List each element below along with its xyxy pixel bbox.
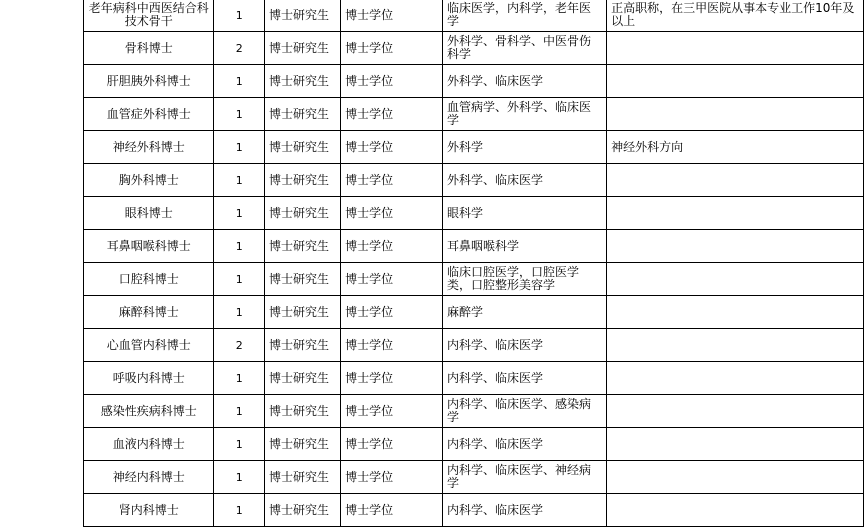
major-cell[interactable]: 内科学、临床医学、神经病学 bbox=[442, 461, 606, 494]
position-cell[interactable]: 老年病科中西医结合科技术骨干 bbox=[84, 0, 214, 32]
education-cell[interactable]: 博士研究生 bbox=[264, 296, 340, 329]
position-cell[interactable]: 耳鼻咽喉科博士 bbox=[84, 230, 214, 263]
major-cell[interactable]: 内科学、临床医学 bbox=[442, 428, 606, 461]
notes-cell[interactable] bbox=[607, 164, 864, 197]
count-cell[interactable]: 1 bbox=[214, 164, 265, 197]
notes-cell[interactable] bbox=[607, 494, 864, 527]
major-cell[interactable]: 内科学、临床医学 bbox=[442, 329, 606, 362]
table-row bbox=[84, 32, 864, 65]
position-cell[interactable]: 血液内科博士 bbox=[84, 428, 214, 461]
education-cell[interactable]: 博士研究生 bbox=[264, 230, 340, 263]
count-cell[interactable]: 1 bbox=[214, 395, 265, 428]
major-cell[interactable]: 麻醉学 bbox=[442, 296, 606, 329]
degree-cell[interactable]: 博士学位 bbox=[341, 0, 443, 32]
count-cell[interactable]: 1 bbox=[214, 197, 265, 230]
position-cell[interactable]: 口腔科博士 bbox=[84, 263, 214, 296]
position-cell[interactable]: 神经外科博士 bbox=[84, 131, 214, 164]
notes-cell[interactable]: 神经外科方向 bbox=[607, 131, 864, 164]
degree-cell[interactable]: 博士学位 bbox=[341, 494, 443, 527]
degree-cell[interactable]: 博士学位 bbox=[341, 98, 443, 131]
position-cell[interactable]: 麻醉科博士 bbox=[84, 296, 214, 329]
degree-cell[interactable]: 博士学位 bbox=[341, 263, 443, 296]
table-row bbox=[84, 98, 864, 131]
education-cell[interactable]: 博士研究生 bbox=[264, 65, 340, 98]
count-cell[interactable]: 1 bbox=[214, 362, 265, 395]
major-cell[interactable]: 内科学、临床医学 bbox=[442, 362, 606, 395]
table-row bbox=[84, 230, 864, 263]
notes-cell[interactable] bbox=[607, 263, 864, 296]
education-cell[interactable]: 博士研究生 bbox=[264, 164, 340, 197]
table-row bbox=[84, 197, 864, 230]
major-cell[interactable]: 外科学、临床医学 bbox=[442, 164, 606, 197]
notes-cell[interactable] bbox=[607, 428, 864, 461]
major-cell[interactable]: 外科学、临床医学 bbox=[442, 65, 606, 98]
degree-cell[interactable]: 博士学位 bbox=[341, 329, 443, 362]
notes-cell[interactable] bbox=[607, 329, 864, 362]
major-cell[interactable]: 外科学 bbox=[442, 131, 606, 164]
notes-cell[interactable] bbox=[607, 461, 864, 494]
notes-cell[interactable]: 正高职称，在三甲医院从事本专业工作10年及以上 bbox=[607, 0, 864, 32]
notes-cell[interactable] bbox=[607, 32, 864, 65]
degree-cell[interactable]: 博士学位 bbox=[341, 32, 443, 65]
table-row bbox=[84, 131, 864, 164]
education-cell[interactable]: 博士研究生 bbox=[264, 494, 340, 527]
notes-cell[interactable] bbox=[607, 230, 864, 263]
degree-cell[interactable]: 博士学位 bbox=[341, 461, 443, 494]
major-cell[interactable]: 血管病学、外科学、临床医学 bbox=[442, 98, 606, 131]
degree-cell[interactable]: 博士学位 bbox=[341, 296, 443, 329]
degree-cell[interactable]: 博士学位 bbox=[341, 362, 443, 395]
table-row bbox=[84, 494, 864, 527]
table-row bbox=[84, 428, 864, 461]
count-cell[interactable]: 1 bbox=[214, 131, 265, 164]
degree-cell[interactable]: 博士学位 bbox=[341, 164, 443, 197]
count-cell[interactable]: 1 bbox=[214, 263, 265, 296]
table-row bbox=[84, 164, 864, 197]
table-body bbox=[84, 0, 864, 527]
count-cell[interactable]: 1 bbox=[214, 494, 265, 527]
major-cell[interactable]: 耳鼻咽喉科学 bbox=[442, 230, 606, 263]
education-cell[interactable]: 博士研究生 bbox=[264, 329, 340, 362]
notes-cell[interactable] bbox=[607, 98, 864, 131]
degree-cell[interactable]: 博士学位 bbox=[341, 428, 443, 461]
position-cell[interactable]: 血管症外科博士 bbox=[84, 98, 214, 131]
count-cell[interactable]: 1 bbox=[214, 428, 265, 461]
position-cell[interactable]: 心血管内科博士 bbox=[84, 329, 214, 362]
count-cell[interactable]: 2 bbox=[214, 329, 265, 362]
notes-cell[interactable] bbox=[607, 197, 864, 230]
position-cell[interactable]: 肾内科博士 bbox=[84, 494, 214, 527]
table-row bbox=[84, 362, 864, 395]
degree-cell[interactable]: 博士学位 bbox=[341, 65, 443, 98]
count-cell[interactable]: 1 bbox=[214, 65, 265, 98]
count-cell[interactable]: 1 bbox=[214, 230, 265, 263]
position-cell[interactable]: 骨科博士 bbox=[84, 32, 214, 65]
education-cell[interactable]: 博士研究生 bbox=[264, 32, 340, 65]
education-cell[interactable]: 博士研究生 bbox=[264, 98, 340, 131]
education-cell[interactable]: 博士研究生 bbox=[264, 428, 340, 461]
notes-cell[interactable] bbox=[607, 296, 864, 329]
recruitment-table bbox=[83, 0, 864, 527]
education-cell[interactable]: 博士研究生 bbox=[264, 395, 340, 428]
table-row bbox=[84, 329, 864, 362]
count-cell[interactable]: 1 bbox=[214, 461, 265, 494]
major-cell[interactable]: 眼科学 bbox=[442, 197, 606, 230]
count-cell[interactable]: 1 bbox=[214, 98, 265, 131]
major-cell[interactable]: 外科学、骨科学、中医骨伤科学 bbox=[442, 32, 606, 65]
degree-cell[interactable]: 博士学位 bbox=[341, 131, 443, 164]
position-cell[interactable]: 肝胆胰外科博士 bbox=[84, 65, 214, 98]
major-cell[interactable]: 内科学、临床医学 bbox=[442, 494, 606, 527]
count-cell[interactable]: 2 bbox=[214, 32, 265, 65]
position-cell[interactable]: 呼吸内科博士 bbox=[84, 362, 214, 395]
table-row bbox=[84, 0, 864, 32]
education-cell[interactable]: 博士研究生 bbox=[264, 362, 340, 395]
position-cell[interactable]: 神经内科博士 bbox=[84, 461, 214, 494]
notes-cell[interactable] bbox=[607, 362, 864, 395]
count-cell[interactable]: 1 bbox=[214, 0, 265, 32]
notes-cell[interactable] bbox=[607, 395, 864, 428]
notes-cell[interactable] bbox=[607, 65, 864, 98]
table-row bbox=[84, 296, 864, 329]
table-row bbox=[84, 395, 864, 428]
count-cell[interactable]: 1 bbox=[214, 296, 265, 329]
table-row bbox=[84, 65, 864, 98]
education-cell[interactable]: 博士研究生 bbox=[264, 461, 340, 494]
education-cell[interactable]: 博士研究生 bbox=[264, 131, 340, 164]
major-cell[interactable]: 临床口腔医学，口腔医学类，口腔整形美容学 bbox=[442, 263, 606, 296]
major-cell[interactable]: 临床医学，内科学，老年医学 bbox=[442, 0, 606, 32]
degree-cell[interactable]: 博士学位 bbox=[341, 197, 443, 230]
position-cell[interactable]: 感染性疾病科博士 bbox=[84, 395, 214, 428]
table-row bbox=[84, 461, 864, 494]
position-cell[interactable]: 胸外科博士 bbox=[84, 164, 214, 197]
education-cell[interactable]: 博士研究生 bbox=[264, 197, 340, 230]
table-row bbox=[84, 263, 864, 296]
education-cell[interactable]: 博士研究生 bbox=[264, 0, 340, 32]
degree-cell[interactable]: 博士学位 bbox=[341, 395, 443, 428]
degree-cell[interactable]: 博士学位 bbox=[341, 230, 443, 263]
position-cell[interactable]: 眼科博士 bbox=[84, 197, 214, 230]
major-cell[interactable]: 内科学、临床医学、感染病学 bbox=[442, 395, 606, 428]
education-cell[interactable]: 博士研究生 bbox=[264, 263, 340, 296]
